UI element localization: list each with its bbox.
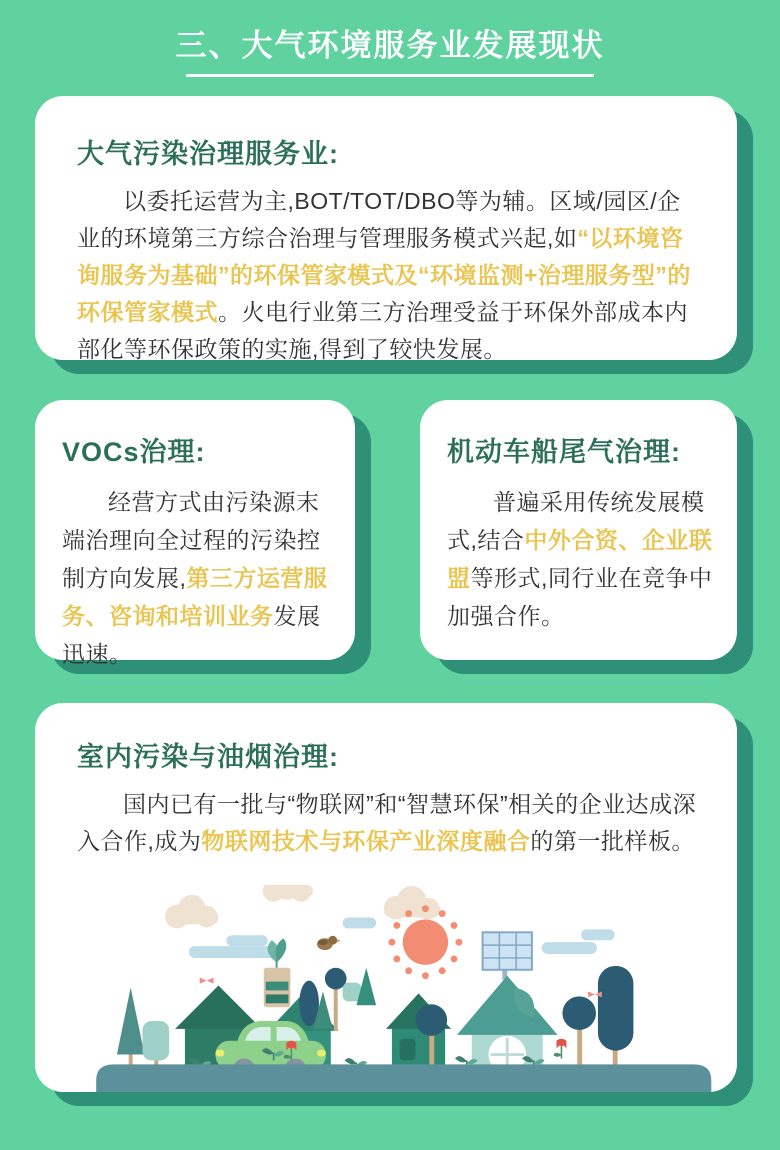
tree-icon — [117, 988, 145, 1075]
card-paragraph: 以委托运营为主,BOT/TOT/DBO等为辅。区域/园区/企业的环境第三方综合治理与管理服务模式兴起,如“以环境咨询服务为基础”的环保管家模式及“环境监测+治理服务型”的环保管家模式。火电行业第三方治理受益于环保外部成本内部化等环保政策的实施,得到了较快发展。 — [77, 188, 691, 362]
card-paragraph: 经营方式由污染源末端治理向全过程的污染控制方向发展,第三方运营服务、咨询和培训业务发展迅速。 — [62, 489, 328, 667]
card-title: VOCs治理: — [62, 437, 206, 467]
cloud-icon — [542, 942, 597, 954]
cloud-icon — [263, 885, 313, 902]
ground — [96, 1064, 711, 1092]
solar-panel-icon — [483, 932, 532, 979]
tree-icon — [562, 996, 596, 1074]
cloud-icon — [343, 918, 377, 929]
page-header — [0, 0, 780, 77]
card-title: 室内污染与油烟治理: — [77, 742, 339, 772]
eco-city-illustration — [35, 885, 737, 1092]
card-title: 机动车船尾气治理: — [447, 437, 681, 467]
tree-icon — [588, 966, 633, 1076]
card-paragraph: 普遍采用传统发展模式,结合中外合资、企业联盟等形式,同行业在竞争中加强合作。 — [447, 489, 713, 629]
card-paragraph: 国内已有一批与“物联网”和“智慧环保”相关的企业达成深入合作,成为物联网技术与环保产业深度融合的第一批样板。 — [77, 791, 697, 854]
card-vocs-treatment — [35, 400, 355, 667]
card-title: 大气污染治理服务业: — [77, 139, 339, 169]
title-underline — [186, 74, 594, 77]
recycling-bin-icon — [264, 938, 291, 1007]
flower-icon — [554, 1039, 567, 1059]
cloud-icon — [384, 886, 440, 920]
bird-icon — [317, 936, 341, 950]
card-vehicle-exhaust-treatment — [420, 400, 737, 660]
cloud-icon — [226, 935, 267, 946]
card-indoor-pollution-treatment — [35, 703, 737, 1092]
tree-icon — [299, 968, 376, 1031]
cloud-icon — [165, 895, 218, 929]
page-title: 三、大气环境服务业发展现状 — [175, 28, 605, 63]
cloud-icon — [581, 929, 615, 940]
eco-city-illustration-svg — [35, 885, 737, 1092]
card-air-pollution-services — [35, 96, 737, 360]
